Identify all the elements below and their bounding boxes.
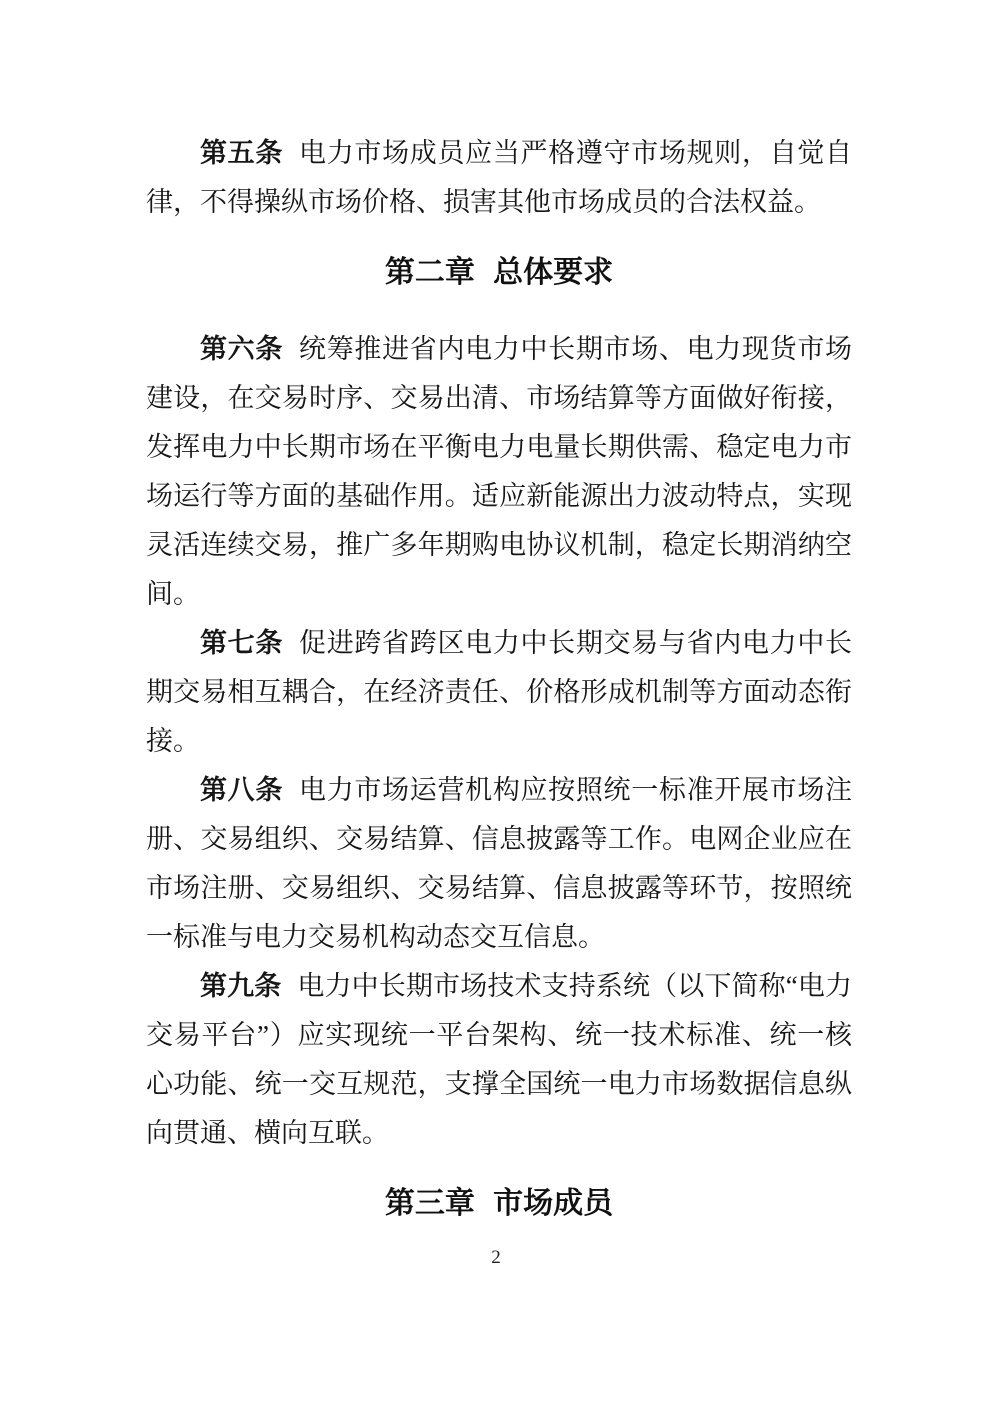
article-paragraph [146,962,852,1158]
article-text: 促进跨省跨区电力中长期交易与省内电力中长期交易相互耦合，在经济责任、价格形成机制等方面动态衔接。 [146,628,853,756]
chapter-heading: 第三章 市场成员 [384,1187,614,1220]
article-text: 电力市场运营机构应按照统一标准开展市场注册、交易组织、交易结算、信息披露等工作。电网企业应在市场注册、交易组织、交易结算、信息披露等环节，按照统一标准与电力交易机构动态交互信息。 [146,775,853,952]
article-paragraph [146,129,852,227]
article-text: 统筹推进省内电力中长期市场、电力现货市场建设，在交易时序、交易出清、市场结算等方面做好衔接，发挥电力中长期市场在平衡电力电量长期供需、稳定电力市场运行等方面的基础作用。适应新能源出力波动特点，实现灵活连续交易，推广多年期购电协议机制，稳定长期消纳空间。 [146,334,853,609]
chapter-heading: 第二章 总体要求 [384,256,614,289]
article-paragraph [146,325,852,619]
article-number: 第八条 [200,775,284,805]
article-number: 第九条 [200,971,282,1001]
article-number: 第六条 [200,334,284,364]
document-body [146,129,852,1256]
article-number: 第七条 [200,628,284,658]
article-text: 电力市场成员应当严格遵守市场规则，自觉自律，不得操纵市场价格、损害其他市场成员的合法权益。 [146,138,853,217]
page-number: 2 [491,1247,501,1268]
article-paragraph [146,766,852,962]
article-text: 电力中长期市场技术支持系统（以下简称“电力交易平台”）应实现统一平台架构、统一技术标准、统一核心功能、统一交互规范，支撑全国统一电力市场数据信息纵向贯通、横向互联。 [146,971,853,1148]
article-number: 第五条 [200,138,284,168]
article-paragraph [146,619,852,766]
